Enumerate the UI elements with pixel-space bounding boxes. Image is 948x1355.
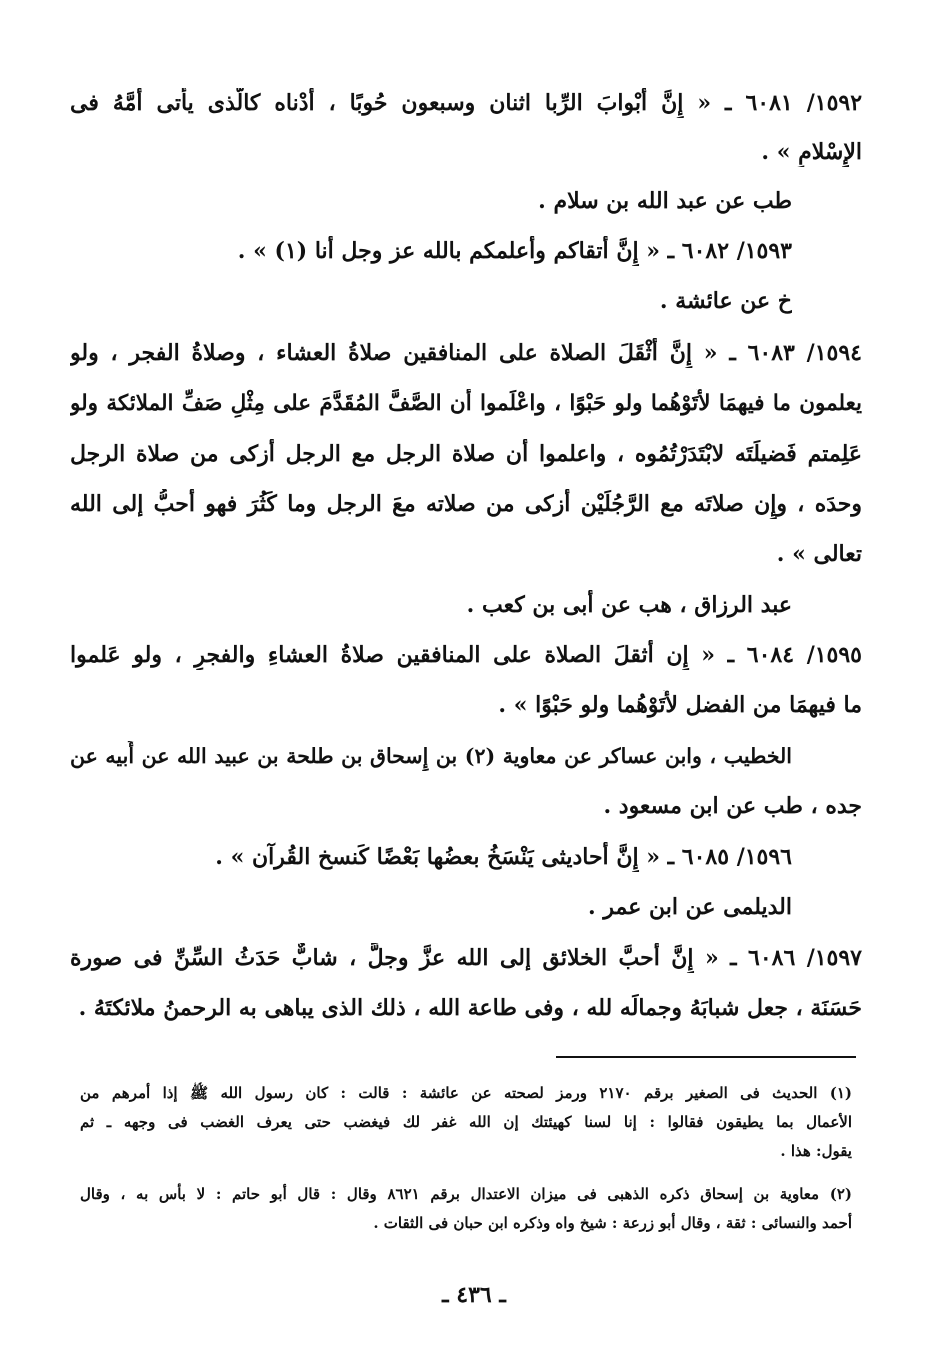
hadith-1596-source: الديلمى عن ابن عمر . [588, 894, 792, 920]
hadith-1595-source-line-1: الخطيب ، وابن عساكر عن معاوية (٢) بن إِسحاق بن طلحة بن عبيد الله عن أَبيه عن [70, 744, 792, 768]
hadith-1592-line-2: الإِسْلامِ » . [761, 139, 862, 165]
hadith-1596-line-1: ١٥٩٦/ ٦٠٨٥ ـ « إِنَّ أَحاديثى يَنْسَخُ بعضُها بَعْضًا كَنسخ القُرآن » . [215, 844, 792, 870]
footnote-2-line-1: (٢) معاوية بن إسحاق ذكره الذهبى فى ميزان الاعتدال برقم ٨٦٢١ وقال : قال أبو حاتم : لا بأس به ، وقال [80, 1185, 852, 1203]
hadith-1594-line-3: عَلِمتم فَضيلَتَه لابْتَدَرْتُمُوه ، واعلموا أن صلاة الرجل مع الرجل أزكى من صلاة الرجل [70, 441, 862, 467]
hadith-1593-source: خ عن عائشة . [659, 288, 792, 314]
hadith-1594-line-5: تعالى » . [776, 541, 862, 567]
hadith-1597-line-2: حَسَنَة ، جعل شبابَهُ وجمالَه لله ، وفى طاعة الله ، ذلك الذى يباهى به الرحمنُ ملائكتَهُ . [78, 995, 862, 1021]
footnote-1-line-1: (١) الحديث فى الصغير برقم ٢١٧٠ ورمز لصحته عن عائشة : قالت : كان رسول الله ﷺ إذا أمرهم من [80, 1084, 852, 1102]
hadith-1597-line-1: ١٥٩٧/ ٦٠٨٦ ـ « إِنَّ أَحبَّ الخلائق إلى الله عزَّ وجلَّ ، شابٌّ حَدَثُ السِّنِّ فى صورة [70, 945, 862, 971]
hadith-1595-source-line-2: جده ، طب عن ابن مسعود . [603, 793, 862, 819]
footnote-divider [556, 1056, 856, 1058]
hadith-1593-line-1: ١٥٩٣/ ٦٠٨٢ ـ « إِنَّ أَتقاكم وأَعلمكم بالله عز وجل أنا (١) » . [237, 238, 792, 264]
page-number: ـ ٤٣٦ ـ [442, 1282, 506, 1308]
hadith-1592-source: طب عن عبد الله بن سلام . [538, 188, 792, 214]
footnote-1-line-2: الأعمال بما يطيقون فقالوا : إنا لسنا كهيئتك إن الله غفر لك فيغضب حتى يعرف الغضب فى وجهه ـ ثم [80, 1113, 852, 1131]
hadith-1595-line-1: ١٥٩٥/ ٦٠٨٤ ـ « إِن أَثقلَ الصلاة على المنافقين صلاةُ العشاءِ والفجرِ ، ولو عَلموا [70, 642, 862, 668]
hadith-1594-source: عبد الرزاق ، هب عن أُبى بن كعب . [466, 592, 792, 618]
hadith-1592-line-1: ١٥٩٢/ ٦٠٨١ ـ « إِنَّ أَبْوابَ الرِّبا اثنان وسبعون حُوبًا ، أَدْناه كالَّذى يأتى أُمَّهُ فى [70, 90, 862, 116]
hadith-1594-line-1: ١٥٩٤/ ٦٠٨٣ ـ « إِنَّ أَثْقَلَ الصلاة على المنافقين صلاةُ العشاء ، وصلاةُ الفجر ، ولو [70, 340, 862, 366]
hadith-1594-line-2: يعلمون ما فيهمَا لأَتَوْهُما ولو حَبْوًا ، واعْلَموا أن الصَّفَّ المُقَدَّمَ على مِثْلِ صَفِّ الملائكة ولو [70, 391, 862, 416]
hadith-1594-line-4: وحدَه ، وإِن صلاتَه مع الرَّجُلَيْن أزكى من صلاته معَ الرجل وما كَثُرَ فهو أحبُّ إلى الله [70, 491, 862, 517]
hadith-1595-line-2: ما فيهمَا من الفضل لأَتَوْهُما ولو حَبْوًا » . [498, 692, 862, 718]
footnote-2-line-2: أحمد والنسائى : ثقة ، وقال أبو زرعة : شيخ واه وذكره ابن حبان فى الثقات . [373, 1214, 852, 1232]
footnote-1-line-3: يقول: هذا . [780, 1142, 852, 1160]
